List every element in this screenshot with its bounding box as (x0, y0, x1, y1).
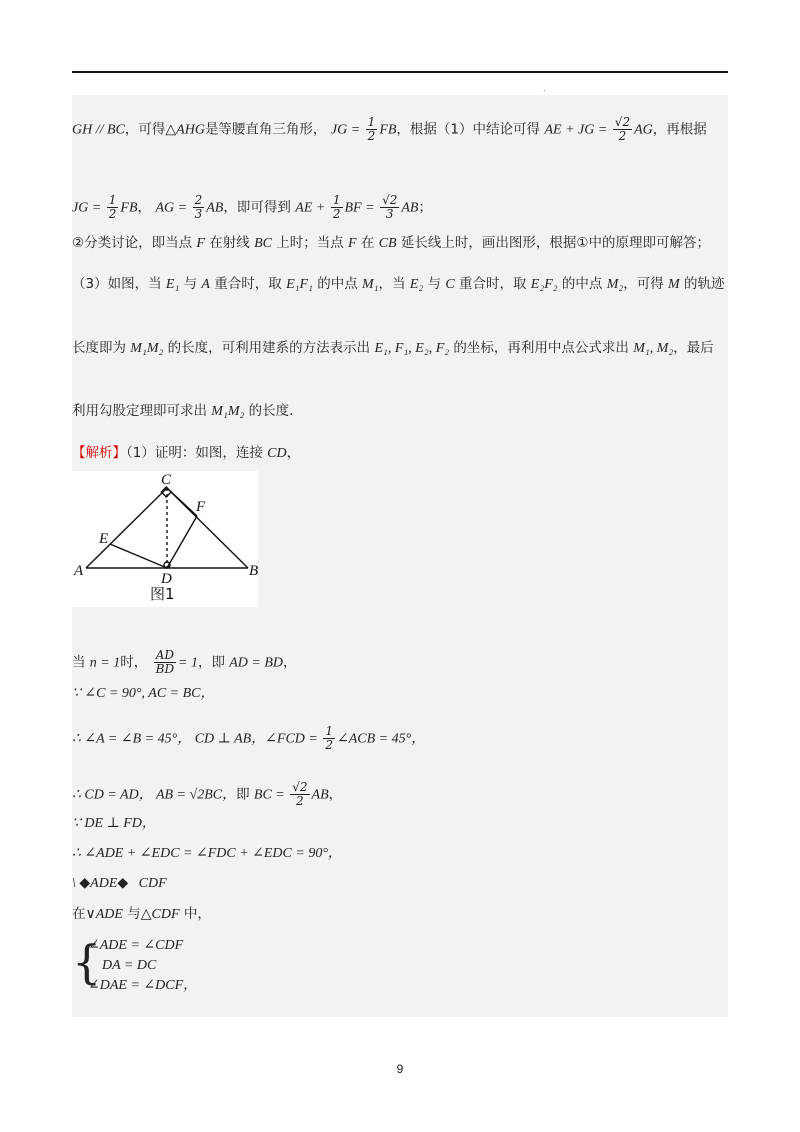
proof-line-3: ∴ ∠A = ∠B = 45°， CD ⊥ AB，∠FCD = $\frac{1}{2}$ ∠ACB = 45°， (72, 724, 426, 752)
proof-line-1: 当 n = 1时， $\frac{AD}{BD}$ = 1，即 AD = BD， (72, 648, 297, 676)
analysis-tag: 【解析】 (72, 445, 126, 461)
analysis-line: 【解析】（1）证明：如图，连接 CD， (72, 445, 301, 461)
system-line-1: ∠ADE = ∠CDF (88, 938, 184, 953)
triangle-diagram (72, 471, 258, 607)
label-c: C (161, 472, 172, 488)
proof-line-7: \ ◆ADE◆ CDF (72, 876, 167, 891)
label-b: B (249, 563, 258, 579)
proof-line-2: ∵ ∠C = 90°, AC = BC， (72, 686, 215, 701)
header-rule (72, 71, 728, 73)
label-e: E (99, 531, 109, 547)
geometry-figure (72, 471, 258, 607)
proof-line-5: ∵ DE ⊥ FD， (72, 816, 156, 831)
figure-caption: 图1 (150, 585, 175, 603)
text-line-1: GH // BC，可得△AHG是等腰直角三角形， JG = $\frac{1}{2}$ FB，根据（1）中结论可得 AE + JG = $\frac{√2}{2}$ AG，再根据 (72, 115, 707, 143)
text-line-3: ②分类讨论，即当点 F 在射线 BC 上时；当点 F 在 CB 延长线上时，画出图形，根据①中的原理即可解答； (72, 235, 710, 251)
segment-df (167, 516, 197, 568)
proof-line-4: ∴ CD = AD， AB = √2BC，即 BC = $\frac{√2}{2}$ AB， (72, 780, 343, 808)
system-brace: { (72, 935, 102, 989)
text-line-4: （3）如图，当 E₁ 与 A 重合时，取 E₁F₁ 的中点 M₁，当 E₂ 与 C 重合时，取 E₂F₂ 的中点 M₂，可得 M 的轨迹 (72, 276, 725, 292)
header-mark: . (543, 84, 546, 93)
text-line-5: 长度即为 M₁M₂ 的长度，可利用建系的方法表示出 E₁, F₁, E₂, F₂ 的坐标，再利用中点公式求出 M₁, M₂，最后 (72, 340, 714, 356)
text-line-2: JG = $\frac{1}{2}$ FB， AG = $\frac{2}{3}$ AB，即可得到 AE + $\frac{1}{2}$ BF = $\frac{√2}{3}$ AB； (72, 193, 432, 221)
page-number: 9 (396, 1062, 404, 1076)
label-d: D (161, 571, 172, 587)
text-line-6: 利用勾股定理即可求出 M₁M₂ 的长度. (72, 403, 294, 419)
proof-line-8: 在∨ADE 与△CDF 中， (72, 906, 211, 922)
system-line-2: DA = DC (102, 958, 157, 973)
segment-ac (86, 488, 167, 568)
segment-ed (110, 544, 167, 568)
label-f: F (196, 499, 206, 515)
proof-line-6: ∴ ∠ADE + ∠EDC = ∠FDC + ∠EDC = 90°， (72, 846, 342, 861)
system-line-3: ∠DAE = ∠DCF， (88, 978, 198, 993)
label-a: A (74, 563, 84, 579)
